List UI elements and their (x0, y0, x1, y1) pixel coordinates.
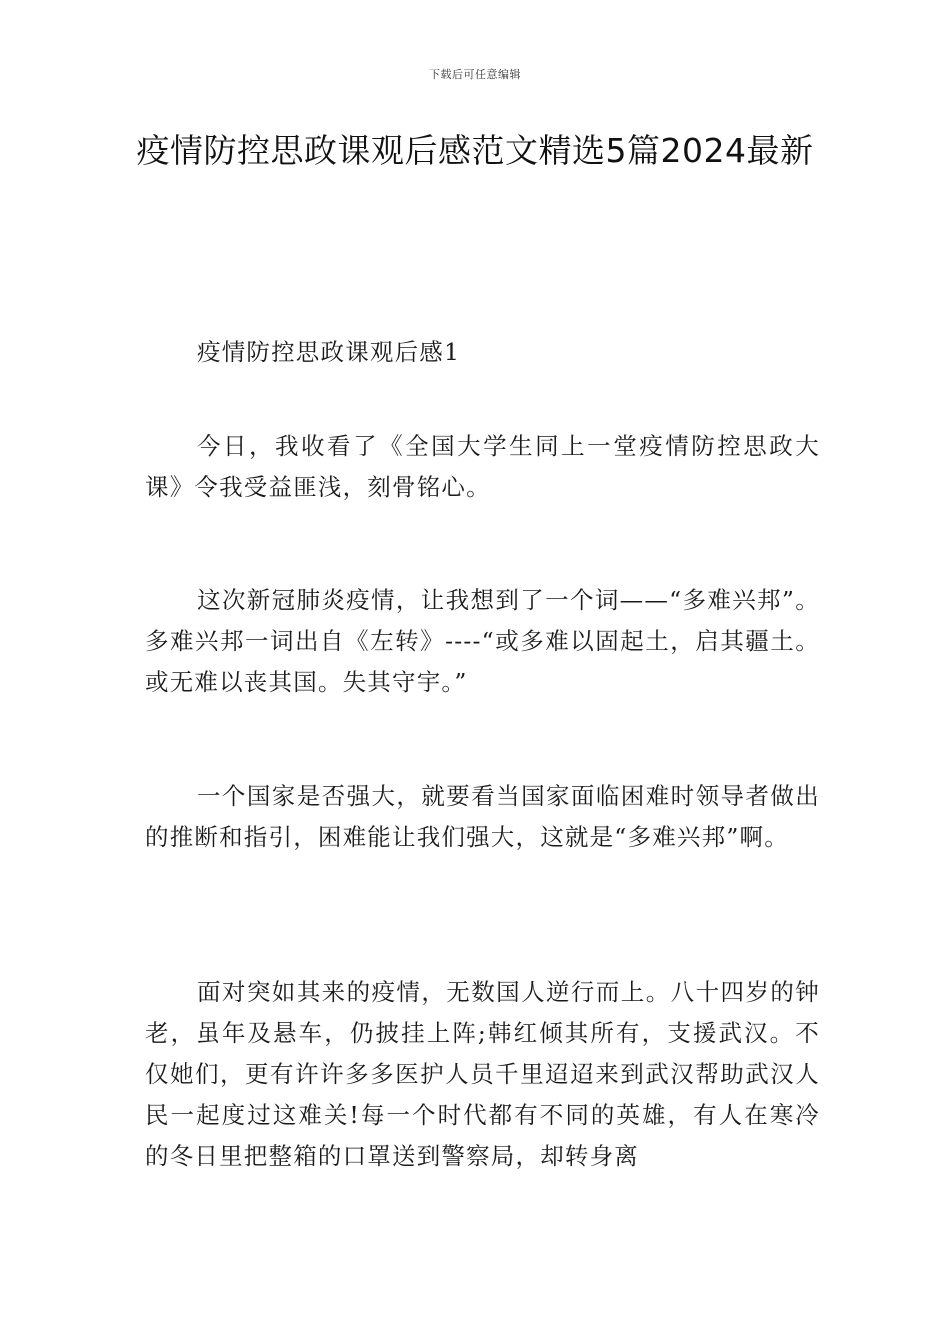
paragraph: 一个国家是否强大，就要看当国家面临困难时领导者做出的推断和指引，困难能让我们强大，这就是“多难兴邦”啊。 (145, 782, 820, 851)
document-title: 疫情防控思政课观后感范文精选5篇2024最新 (136, 131, 814, 170)
section-heading: 疫情防控思政课观后感1 (197, 338, 461, 366)
paragraph: 这次新冠肺炎疫情，让我想到了一个词——“多难兴邦”。多难兴邦一词出自《左转》----“或多难以固起土，启其疆土。或无难以丧其国。失其守宇。” (145, 586, 820, 696)
header-note: 下载后可任意编辑 (429, 68, 521, 81)
paragraph: 面对突如其来的疫情，无数国人逆行而上。八十四岁的钟老，虽年及悬车，仍披挂上阵;韩红倾其所有，支援武汉。不仅她们，更有许许多多医护人员千里迢迢来到武汉帮助武汉人民一起度过这难关!每一个时代都有不同的英雄，有人在寒冷的冬日里把整箱的口罩送到警察局，却转身离 (145, 978, 820, 1170)
paragraph: 今日，我收看了《全国大学生同上一堂疫情防控思政大课》令我受益匪浅，刻骨铭心。 (145, 432, 820, 501)
